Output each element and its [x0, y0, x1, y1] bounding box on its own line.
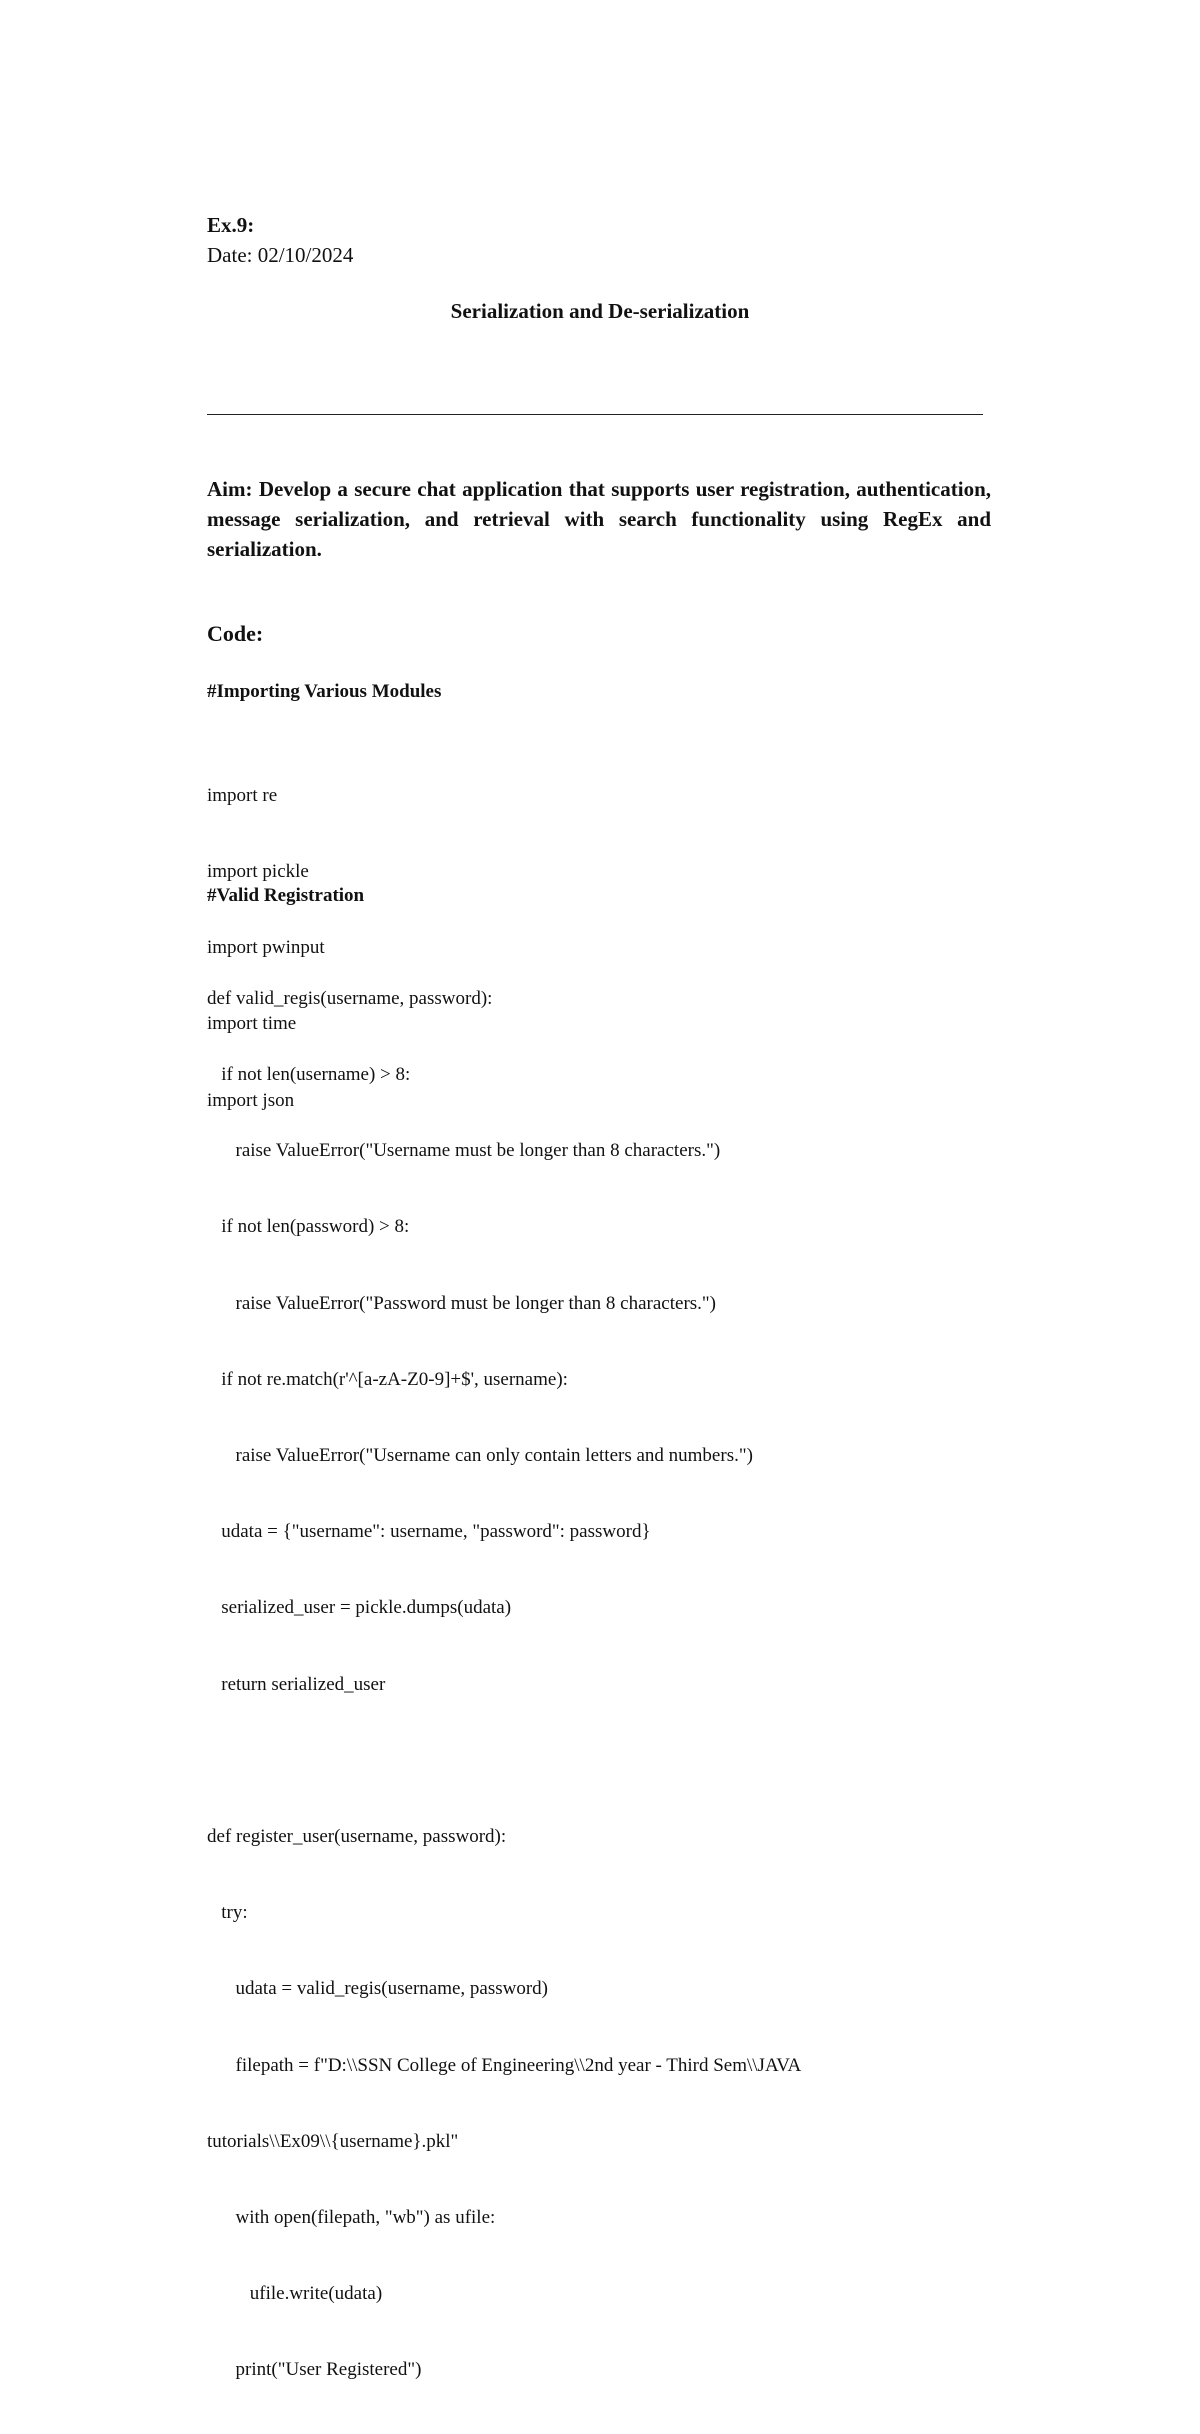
section-heading-imports: #Importing Various Modules [207, 681, 442, 702]
code-line: filepath = f"D:\\SSN College of Engineering\\2nd year - Third Sem\\JAVA [207, 2054, 802, 2076]
code-line: if not len(username) > 8: [207, 1064, 411, 1086]
code-block-registration [207, 935, 801, 2434]
code-line: raise ValueError("Password must be longer than 8 characters.") [207, 1292, 717, 1314]
document-title: Serialization and De-serialization [450, 299, 750, 323]
code-line: import re [207, 784, 278, 806]
exercise-date: Date: 02/10/2024 [207, 243, 354, 267]
aim-paragraph [207, 474, 991, 564]
code-line: serialized_user = pickle.dumps(udata) [207, 1597, 512, 1619]
code-line [207, 1748, 801, 1773]
code-line: try: [207, 1902, 248, 1924]
code-line: udata = {"username": username, "password": password} [207, 1521, 651, 1543]
code-line: with open(filepath, "wb") as ufile: [207, 2207, 496, 2229]
code-line: def register_user(username, password): [207, 1826, 507, 1848]
code-line: return serialized_user [207, 1673, 386, 1695]
code-line: import time [207, 1013, 297, 1035]
code-line: import pickle [207, 861, 309, 883]
code-line: raise ValueError("Username can only contain letters and numbers.") [207, 1445, 753, 1467]
code-heading: Code: [207, 621, 264, 646]
aim-label: Aim: [207, 477, 253, 501]
code-line: print("User Registered") [207, 2359, 422, 2381]
code-line: raise ValueError("Username must be longer than 8 characters.") [207, 1140, 721, 1162]
code-line: udata = valid_regis(username, password) [207, 1978, 549, 2000]
code-line: import pwinput [207, 937, 325, 959]
section-heading-registration: #Valid Registration [207, 885, 365, 906]
code-line: if not re.match(r'^[a-zA-Z0-9]+$', username): [207, 1368, 568, 1390]
code-line: tutorials\\Ex09\\{username}.pkl" [207, 2130, 459, 2152]
code-line: import json [207, 1089, 295, 1111]
aim-text: Develop a secure chat application that supports user registration, authentication, message serialization, and retrieval with search functionality using RegEx and serialization. [207, 477, 992, 561]
horizontal-rule [207, 414, 983, 415]
exercise-number: Ex.9: [207, 213, 255, 237]
code-line: def valid_regis(username, password): [207, 987, 493, 1009]
code-line: if not len(password) > 8: [207, 1216, 410, 1238]
code-line: ufile.write(udata) [207, 2283, 383, 2305]
